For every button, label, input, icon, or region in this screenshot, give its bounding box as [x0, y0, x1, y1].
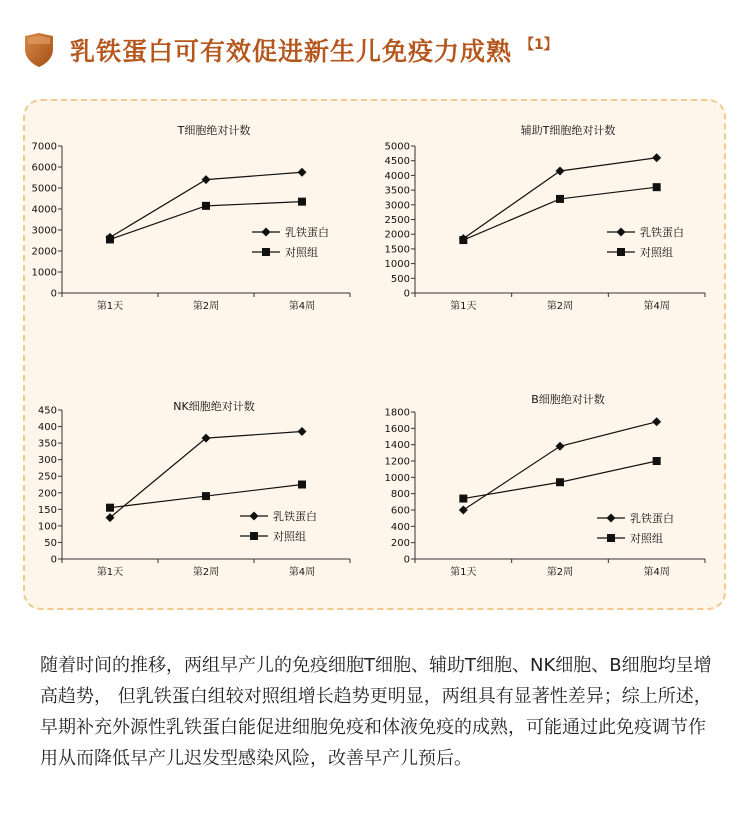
legend-label: 对照组 — [630, 532, 663, 545]
y-tick-label: 5000 — [31, 183, 57, 195]
y-tick-label: 150 — [37, 504, 57, 516]
chart-title: 辅助T细胞绝对计数 — [520, 124, 616, 137]
chart-t-cells — [30, 122, 360, 317]
y-tick-label: 3000 — [384, 200, 410, 212]
data-point — [202, 202, 210, 210]
data-point — [653, 457, 661, 465]
x-tick-label: 第2周 — [192, 301, 220, 312]
y-tick-label: 1000 — [384, 472, 410, 484]
chart-nk-cells — [30, 398, 360, 583]
header — [22, 30, 558, 70]
x-tick-label: 第1天 — [450, 301, 477, 312]
x-tick-label: 第2周 — [546, 301, 574, 312]
x-tick-label: 第1天 — [450, 567, 477, 578]
y-tick-label: 450 — [37, 405, 57, 417]
x-tick-label: 第1天 — [96, 567, 124, 578]
chart-title: T细胞绝对计数 — [177, 124, 251, 137]
data-point — [298, 427, 307, 436]
data-point — [652, 417, 661, 426]
y-tick-label: 250 — [37, 471, 57, 483]
y-tick-label: 7000 — [31, 141, 57, 153]
legend-marker — [617, 228, 626, 237]
data-point — [459, 236, 467, 244]
legend-marker — [607, 514, 616, 523]
y-tick-label: 4500 — [384, 156, 410, 168]
y-tick-label: 6000 — [31, 162, 57, 174]
legend-marker — [262, 228, 271, 237]
data-point — [652, 153, 661, 162]
legend-marker — [607, 534, 615, 542]
x-tick-label: 第1天 — [96, 301, 124, 312]
y-tick-label: 1500 — [384, 244, 410, 256]
y-tick-label: 400 — [390, 521, 410, 533]
chart-b-cells — [385, 392, 715, 583]
data-point — [459, 506, 468, 515]
y-tick-label: 200 — [390, 538, 410, 550]
data-point — [556, 166, 565, 175]
legend-label: 乳铁蛋白 — [285, 226, 329, 239]
y-tick-label: 300 — [37, 455, 57, 467]
legend-label: 对照组 — [640, 246, 673, 259]
data-point — [459, 495, 467, 503]
y-tick-label: 0 — [403, 288, 410, 300]
y-tick-label: 500 — [390, 273, 410, 285]
data-point — [556, 442, 565, 451]
y-tick-label: 4000 — [384, 170, 410, 182]
y-tick-label: 2000 — [31, 246, 57, 258]
chart-title: NK细胞绝对计数 — [173, 400, 255, 413]
data-point — [653, 183, 661, 191]
y-tick-label: 0 — [50, 554, 57, 566]
data-point — [202, 492, 210, 500]
y-tick-label: 1600 — [384, 423, 410, 435]
y-tick-label: 2500 — [384, 215, 410, 226]
y-tick-label: 1400 — [384, 440, 410, 452]
data-point — [298, 198, 306, 206]
y-tick-label: 400 — [37, 422, 57, 434]
legend-marker — [250, 512, 259, 521]
y-tick-label: 5000 — [384, 141, 410, 153]
data-point — [556, 478, 564, 486]
legend-marker — [617, 248, 625, 256]
y-tick-label: 100 — [37, 521, 57, 533]
data-point — [106, 504, 114, 512]
data-point — [298, 481, 306, 489]
x-tick-label: 第4周 — [288, 567, 316, 578]
x-tick-label: 第4周 — [288, 301, 316, 312]
legend-label: 对照组 — [273, 530, 306, 543]
data-point — [106, 235, 114, 243]
x-tick-label: 第4周 — [643, 567, 670, 578]
legend-label: 乳铁蛋白 — [630, 512, 674, 525]
legend-label: 乳铁蛋白 — [640, 226, 684, 239]
y-tick-label: 0 — [403, 554, 410, 566]
y-tick-label: 350 — [37, 438, 57, 450]
shield-icon — [22, 32, 56, 68]
y-tick-label: 50 — [44, 537, 57, 549]
chart-helper-t-cells — [385, 122, 715, 317]
page-title: 乳铁蛋白可有效促进新生儿免疫力成熟 — [70, 37, 513, 66]
summary-paragraph: 随着时间的推移，两组早产儿的免疫细胞T细胞、辅助T细胞、NK细胞、B细胞均呈增高趋势， 但乳铁蛋白组较对照组增长趋势更明显，两组具有显著性差异；综上所述，早期补充外源性乳铁蛋白能促进细胞免疫和体液免疫的成熟，可能通过此免疫调节作用从而降低早产儿迟发型感染风险，改善早产儿预后。 — [40, 655, 712, 769]
y-tick-label: 1200 — [384, 456, 410, 468]
y-tick-label: 800 — [390, 489, 410, 501]
chart-title: B细胞绝对计数 — [531, 393, 605, 406]
y-tick-label: 1800 — [384, 407, 410, 419]
series-line-1 — [463, 422, 656, 510]
y-tick-label: 600 — [390, 505, 410, 517]
data-point — [298, 168, 307, 177]
y-tick-label: 3500 — [384, 185, 410, 197]
legend-label: 乳铁蛋白 — [273, 510, 317, 523]
data-point — [202, 175, 211, 184]
x-tick-label: 第2周 — [192, 567, 220, 578]
y-tick-label: 4000 — [31, 204, 57, 216]
legend-label: 对照组 — [285, 246, 318, 259]
y-tick-label: 2000 — [384, 229, 410, 241]
y-tick-label: 200 — [37, 488, 57, 500]
legend-marker — [250, 532, 258, 540]
legend-marker — [262, 248, 270, 256]
data-point — [556, 195, 564, 203]
x-tick-label: 第4周 — [643, 301, 670, 312]
x-tick-label: 第2周 — [546, 567, 574, 578]
y-tick-label: 1000 — [384, 259, 410, 271]
y-tick-label: 1000 — [31, 267, 57, 279]
y-tick-label: 0 — [50, 288, 57, 300]
title-reference: 【1】 — [520, 37, 558, 53]
y-tick-label: 3000 — [31, 225, 57, 237]
